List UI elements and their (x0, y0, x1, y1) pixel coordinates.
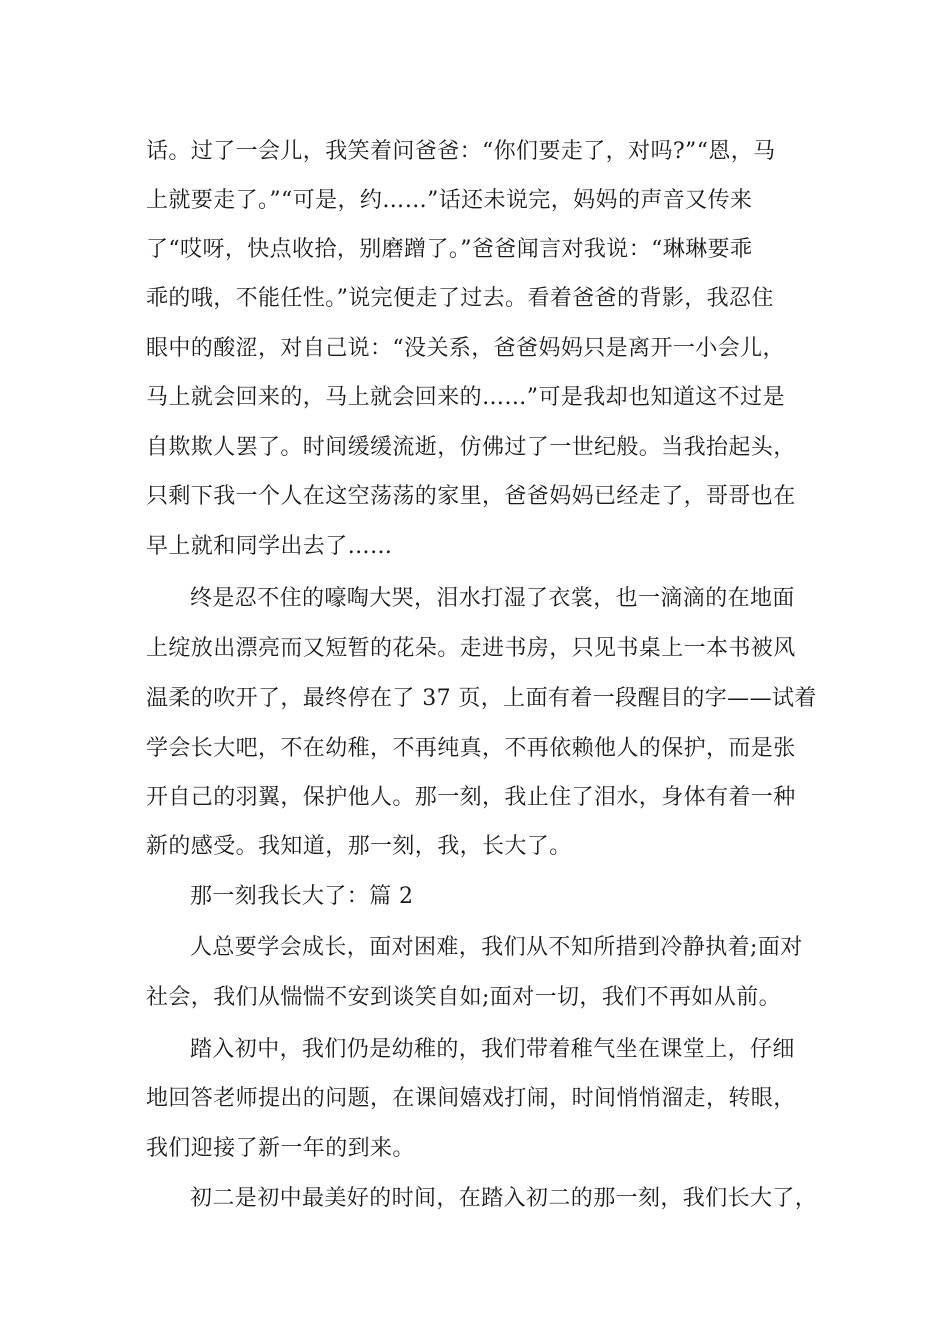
text-line: 早上就和同学出去了…… (146, 534, 393, 559)
text-line: 马上就会回来的，马上就会回来的……”可是我却也知道这不过是 (146, 385, 785, 410)
text-line: 学会长大吧，不在幼稚，不再纯真，不再依赖他人的保护，而是张 (146, 736, 796, 761)
text-line: 我们迎接了新一年的到来。 (146, 1136, 415, 1161)
paragraph-first-line: 初二是初中最美好的时间，在踏入初二的那一刻，我们长大了， (190, 1186, 818, 1211)
paragraph-first-line: 踏入初中，我们仍是幼稚的，我们带着稚气坐在课堂上，仔细 (190, 1037, 795, 1062)
paragraph-first-line: 终是忍不住的嚎啕大哭，泪水打湿了衣裳，也一滴滴的在地面 (190, 586, 795, 611)
text-line: 乖的哦，不能任性。”说完便走了过去。看着爸爸的背影，我忍住 (146, 286, 774, 311)
text-line: 温柔的吹开了，最终停在了 37 页，上面有着一段醒目的字——试着 (146, 686, 817, 711)
text-line: 开自己的羽翼，保护他人。那一刻，我止住了泪水，身体有着一种 (146, 785, 796, 810)
text-line: 了“哎呀，快点收拾，别磨蹭了。”爸爸闻言对我说：“琳琳要乖 (146, 237, 753, 262)
text-line: 上就要走了。”“可是，约……”话还未说完，妈妈的声音又传来 (146, 188, 753, 213)
text-line: 只剩下我一个人在这空荡荡的家里，爸爸妈妈已经走了，哥哥也在 (146, 484, 796, 509)
section-heading: 那一刻我长大了：篇 2 (190, 884, 414, 909)
text-line: 新的感受。我知道，那一刻，我，长大了。 (146, 834, 572, 859)
text-line: 话。过了一会儿，我笑着问爸爸：“你们要走了，对吗?”“恩，马 (146, 139, 776, 164)
text-line: 上绽放出漂亮而又短暂的花朵。走进书房，只见书桌上一本书被风 (146, 636, 796, 661)
paragraph-first-line: 人总要学会成长，面对困难，我们从不知所措到冷静执着;面对 (190, 935, 803, 960)
text-line: 社会，我们从惴惴不安到谈笑自如;面对一切，我们不再如从前。 (146, 985, 782, 1010)
text-line: 地回答老师提出的问题，在课间嬉戏打闹，时间悄悄溜走，转眼， (146, 1086, 796, 1111)
text-line: 眼中的酸涩，对自己说：“没关系，爸爸妈妈只是离开一小会儿， (146, 336, 785, 361)
text-line: 自欺欺人罢了。时间缓缓流逝，仿佛过了一世纪般。当我抬起头， (146, 435, 796, 460)
